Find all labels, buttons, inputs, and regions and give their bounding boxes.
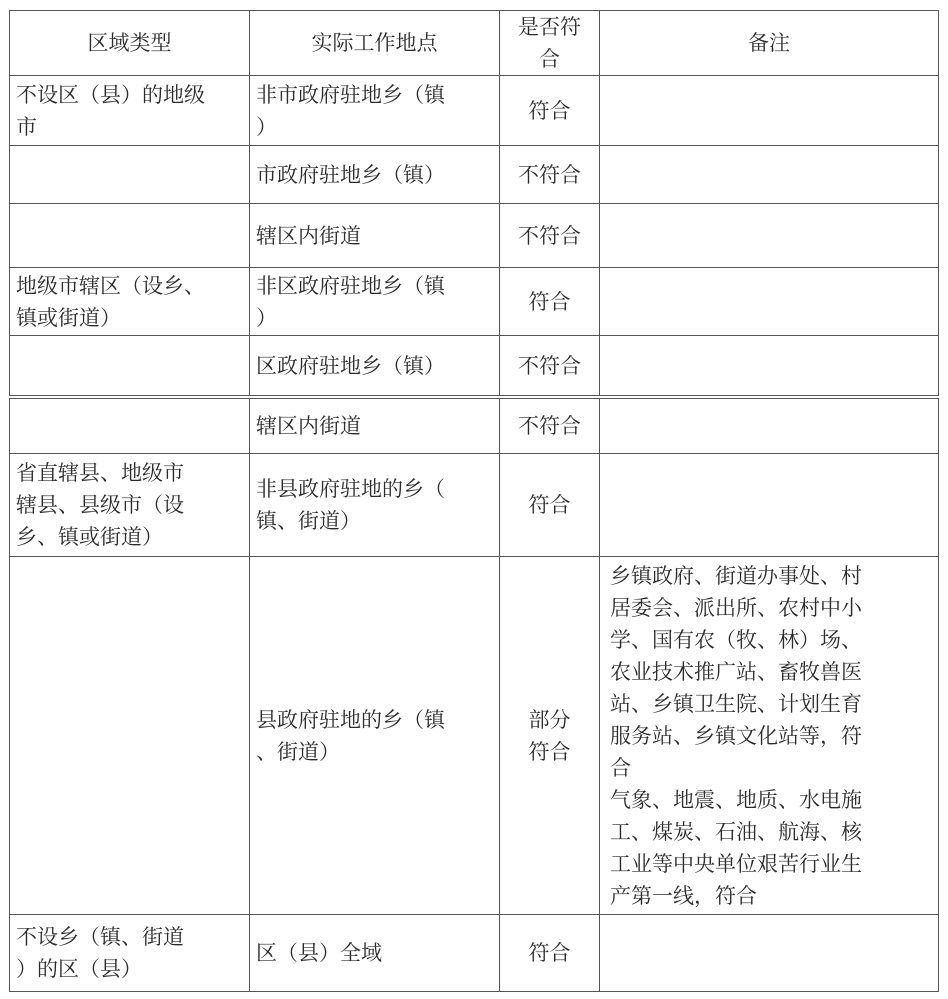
header-work-place: 实际工作地点 [250,11,500,76]
table-row [10,915,939,992]
place-cell: 区政府驻地乡（镇） [250,336,500,396]
match-cell: 符合 [500,454,600,557]
table-row [10,454,939,557]
policy-table-part1 [9,10,939,396]
place-cell: 辖区内街道 [250,204,500,268]
table-row [10,76,939,146]
table-header-row [10,11,939,76]
region-cell [10,336,250,396]
region-cell [10,146,250,204]
header-match: 是否符 合 [500,11,600,76]
note-cell: 乡镇政府、街道办事处、村 居委会、派出所、农村中小 学、国有农（牧、林）场、 农业技术推广站、畜牧兽医 站、乡镇卫生院、计划生育 服务站、乡镇文化站等，符 合 气象、地震、地质、水电施 工、煤炭、石油、航海、核 工业等中央单位艰苦行业生 产第一线，符合 [600,557,939,915]
match-cell: 不符合 [500,399,600,454]
match-cell: 符合 [500,76,600,146]
note-cell [600,399,939,454]
match-cell: 部分 符合 [500,557,600,915]
table-row [10,399,939,454]
region-cell: 地级市辖区（设乡、 镇或街道） [10,268,250,336]
place-cell: 辖区内街道 [250,399,500,454]
table-row [10,146,939,204]
place-cell: 非市政府驻地乡（镇 ） [250,76,500,146]
region-cell [10,557,250,915]
region-cell: 不设乡（镇、街道 ）的区（县） [10,915,250,992]
note-cell [600,915,939,992]
table-row [10,204,939,268]
note-cell [600,204,939,268]
place-cell: 区（县）全域 [250,915,500,992]
region-cell [10,204,250,268]
place-cell: 市政府驻地乡（镇） [250,146,500,204]
region-cell [10,399,250,454]
note-cell [600,268,939,336]
match-cell: 不符合 [500,336,600,396]
table-row [10,268,939,336]
header-note: 备注 [600,11,939,76]
place-cell: 非县政府驻地的乡（ 镇、街道） [250,454,500,557]
place-cell: 非区政府驻地乡（镇 ） [250,268,500,336]
match-cell: 不符合 [500,146,600,204]
table-row [10,336,939,396]
note-cell [600,76,939,146]
region-cell: 不设区（县）的地级 市 [10,76,250,146]
region-cell: 省直辖县、地级市 辖县、县级市（设 乡、镇或街道） [10,454,250,557]
policy-table-part2 [9,398,939,992]
note-cell [600,146,939,204]
note-cell [600,336,939,396]
header-region-type: 区域类型 [10,11,250,76]
match-cell: 符合 [500,268,600,336]
match-cell: 不符合 [500,204,600,268]
place-cell: 县政府驻地的乡（镇 、街道） [250,557,500,915]
table-row [10,557,939,915]
note-cell [600,454,939,557]
match-cell: 符合 [500,915,600,992]
